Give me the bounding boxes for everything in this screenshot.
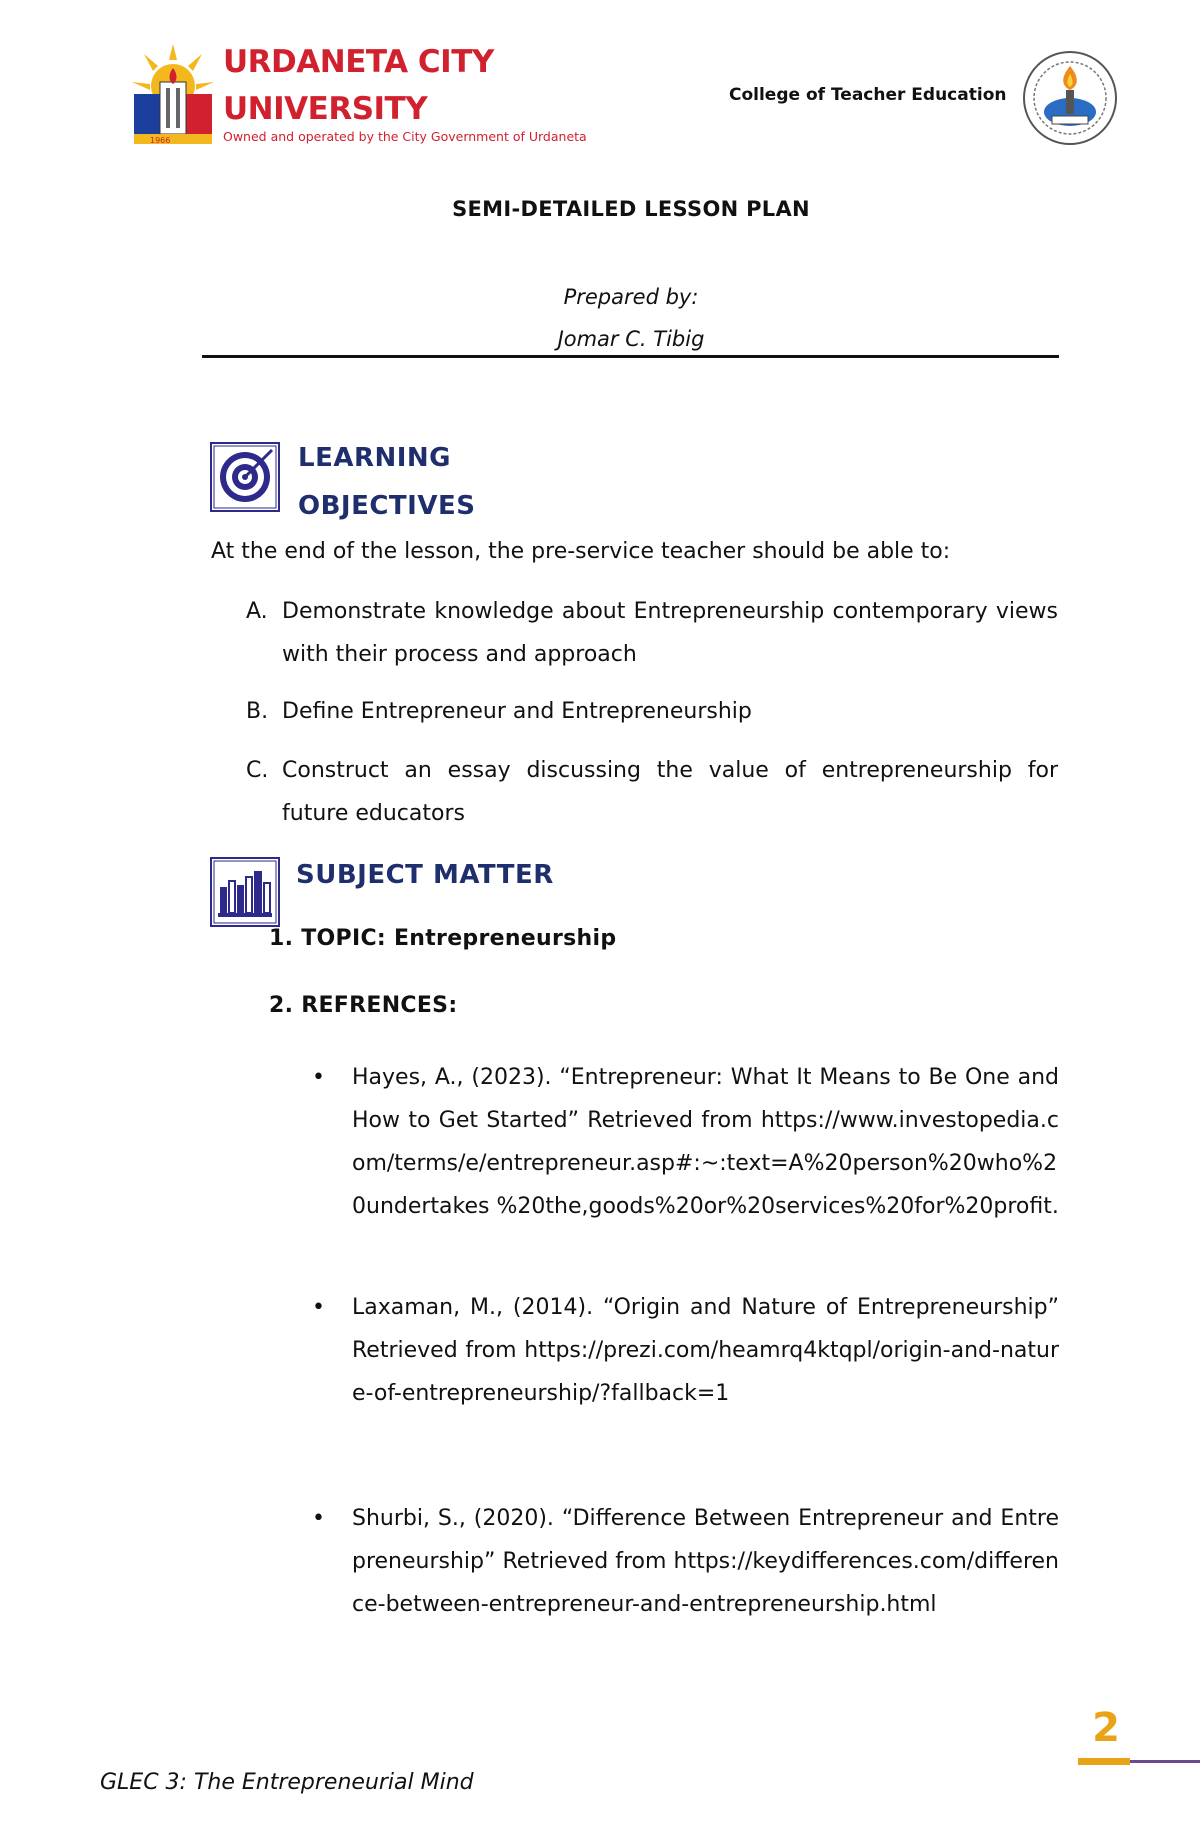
footer-course-title: GLEC 3: The Entrepreneurial Mind — [100, 1770, 474, 1795]
university-tagline: Owned and operated by the City Government of Urdaneta — [223, 129, 587, 144]
reference-item — [312, 1286, 1059, 1415]
reference-item — [312, 1497, 1059, 1626]
objective-item — [246, 749, 1058, 835]
reference-item — [312, 1056, 1059, 1228]
objectives-intro: At the end of the lesson, the pre-service teacher should be able to: — [211, 539, 951, 564]
university-name-line1: URDANETA CITY — [223, 44, 494, 80]
university-sun-logo — [130, 42, 216, 146]
objective-letter: A. — [246, 599, 268, 624]
subject-matter-heading: SUBJECT MATTER — [296, 860, 554, 890]
university-name-line2: UNIVERSITY — [223, 91, 428, 127]
page-number-accent — [1078, 1758, 1130, 1765]
objectives-heading-line2: OBJECTIVES — [298, 491, 476, 521]
objective-letter: C. — [246, 758, 269, 783]
objective-text: Define Entrepreneur and Entrepreneurship — [282, 699, 752, 724]
logo-year: 1966 — [150, 136, 171, 145]
reference-text: Shurbi, S., (2020). “Difference Between Entrepreneur and Entrepreneurship” Retrieved from https://keydifferences.com/difference-between-entrepreneur-and-entrepreneurship.html — [352, 1506, 1059, 1617]
objective-letter: B. — [246, 699, 269, 724]
college-torch-seal-icon — [1022, 50, 1118, 146]
topic-line: 1. TOPIC: Entrepreneurship — [269, 926, 617, 951]
objective-text: Demonstrate knowledge about Entrepreneurship contemporary views with their process and approach — [282, 599, 1058, 667]
document-title: SEMI-DETAILED LESSON PLAN — [452, 197, 810, 221]
reference-text: Laxaman, M., (2014). “Origin and Nature of Entrepreneurship” Retrieved from https://prezi.com/heamrq4ktqpl/origin-and-nature-of-entrepreneurship/?fallback=1 — [352, 1295, 1059, 1406]
books-icon — [210, 857, 280, 927]
college-name: College of Teacher Education — [729, 85, 1007, 105]
preparer-name: Jomar C. Tibig — [557, 327, 705, 351]
objectives-heading-line1: LEARNING — [298, 443, 452, 473]
target-icon — [210, 442, 280, 512]
objective-item — [246, 690, 1058, 733]
references-label: 2. REFRENCES: — [269, 993, 458, 1018]
objective-item — [246, 590, 1058, 676]
bullet-icon: • — [312, 1065, 325, 1090]
prepared-by-label: Prepared by: — [563, 285, 699, 309]
objective-text: Construct an essay discussing the value of entrepreneurship for future educators — [282, 758, 1058, 826]
bullet-icon: • — [312, 1506, 325, 1531]
title-divider — [202, 355, 1059, 358]
page-number: 2 — [1092, 1705, 1120, 1751]
reference-text: Hayes, A., (2023). “Entrepreneur: What It Means to Be One and How to Get Started” Retrieved from https://www.investopedia.com/terms/e/entrepreneur.asp#:~:text=A%20person%20who%20undertakes %20the,goods%20or%20services%20for%20profit. — [352, 1065, 1059, 1219]
bullet-icon: • — [312, 1295, 325, 1320]
